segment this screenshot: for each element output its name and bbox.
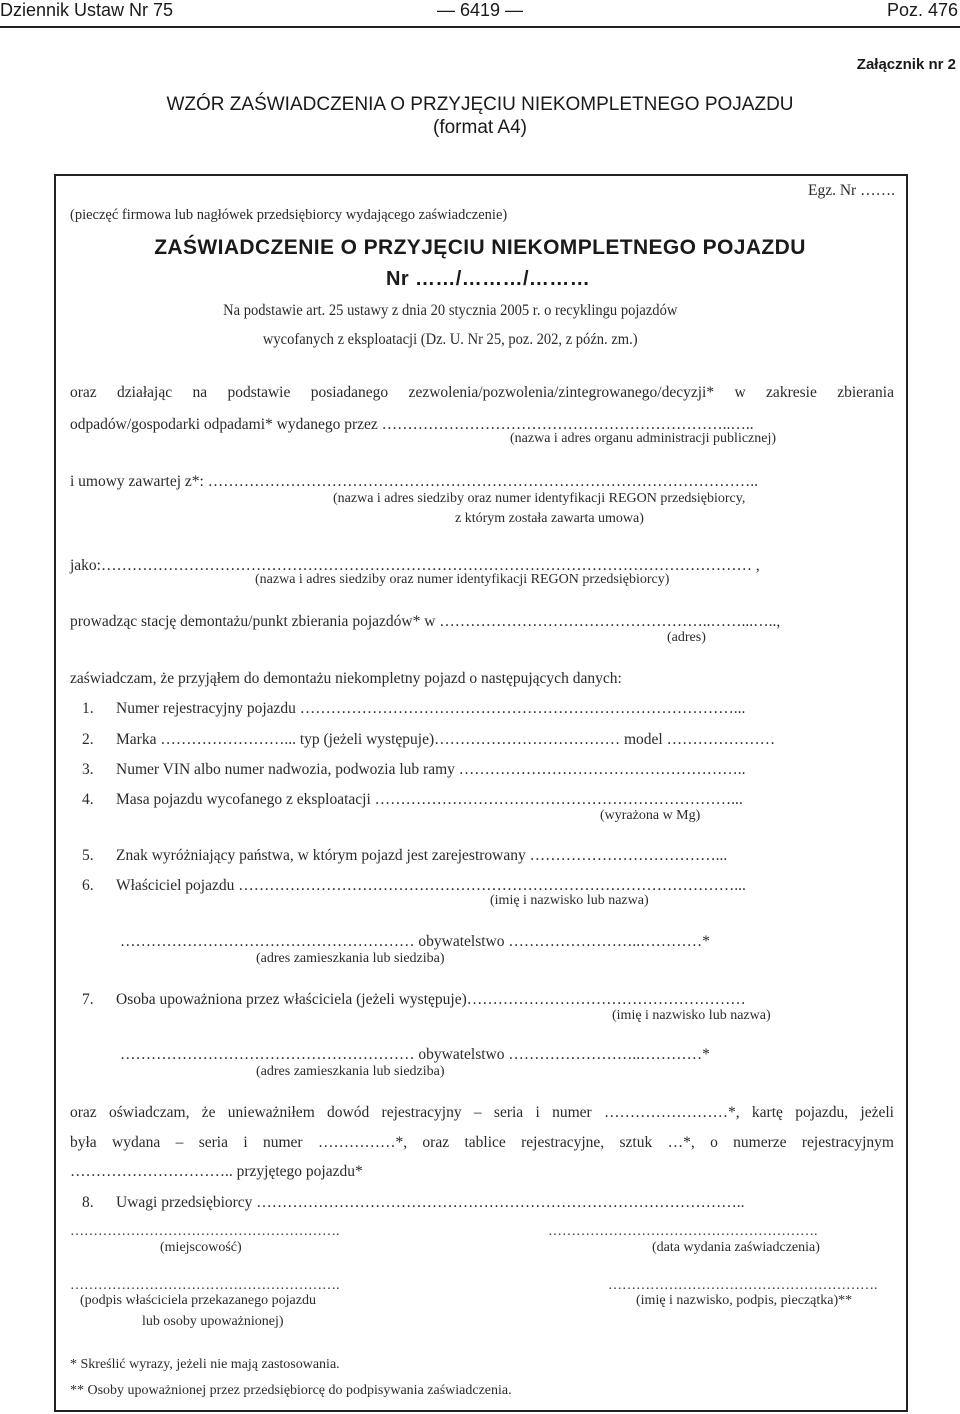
certify-line: zaświadczam, że przyjąłem do demontażu niekompletny pojazd o następujących danych: xyxy=(70,670,622,687)
permit-caption: (nazwa i adres organu administracji publicznej) xyxy=(510,431,777,446)
date-caption: (data wydania zaświadczenia) xyxy=(652,1240,820,1255)
owner-signature-dots: …………………………………………………. xyxy=(70,1278,340,1293)
item-number: 6. xyxy=(82,877,94,894)
station-caption: (adres) xyxy=(667,630,706,645)
page-number: — 6419 — xyxy=(436,0,524,20)
owner-caption: (imię i nazwisko lub nazwa) xyxy=(490,893,649,908)
station-line: prowadząc stację demontażu/punkt zbierania pojazdów* w ……………………………………………..……...….., xyxy=(70,613,781,630)
owner-signature-caption-2: lub osoby upoważnionej) xyxy=(142,1314,284,1329)
remarks-field: Uwagi przedsiębiorcy ………………………………………………………………………………….. xyxy=(116,1194,745,1211)
contract-line: i umowy zawartej z*: …………………………………………………………………………………………….. xyxy=(70,473,758,490)
annex-label: Załącznik nr 2 xyxy=(856,56,956,73)
document-format-line: (format A4) xyxy=(433,117,527,138)
copy-number: Egz. Nr ……. xyxy=(808,182,895,199)
declaration-line-1: oraz oświadczam, że unieważniłem dowód rejestracyjny – seria i numer ……………………*, kartę pojazdu, jeżeli xyxy=(70,1104,894,1121)
place-caption: (miejscowość) xyxy=(160,1240,242,1255)
item-number: 2. xyxy=(82,731,94,748)
footnote-1: * Skreślić wyrazy, jeżeli nie mają zastosowania. xyxy=(70,1357,340,1372)
item-number: 7. xyxy=(82,991,94,1008)
permit-line-1: oraz działając na podstawie posiadanego zezwolenia/pozwolenia/zintegrowanego/decyzji* w zakresie zbierania xyxy=(70,384,894,401)
registration-number-field: Numer rejestracyjny pojazdu …………………………………………………………………………... xyxy=(116,700,746,717)
issuer-signature-caption: (imię i nazwisko, podpis, pieczątka)** xyxy=(636,1293,853,1308)
item-number: 1. xyxy=(82,700,94,717)
document-title-line: WZÓR ZAŚWIADCZENIA O PRZYJĘCIU NIEKOMPLETNEGO POJAZDU xyxy=(166,94,794,115)
country-code-field: Znak wyróżniający państwa, w którym pojazd jest zarejestrowany ………………………………... xyxy=(116,847,728,864)
item-number: 3. xyxy=(82,761,94,778)
item-number: 8. xyxy=(82,1194,94,1211)
authorized-address-caption: (adres zamieszkania lub siedziba) xyxy=(256,1064,445,1079)
header-rule xyxy=(0,26,960,28)
place-dots: …………………………………………………. xyxy=(70,1224,340,1239)
owner-signature-caption-1: (podpis właściciela przekazanego pojazdu xyxy=(80,1293,316,1308)
as-caption: (nazwa i adres siedziby oraz numer identyfikacji REGON przedsiębiorcy) xyxy=(255,572,670,587)
footnote-2: ** Osoby upoważnionej przez przedsiębiorcę do podpisywania zaświadczenia. xyxy=(70,1383,512,1398)
certificate-heading: ZAŚWIADCZENIE O PRZYJĘCIU NIEKOMPLETNEGO POJAZDU xyxy=(154,236,806,259)
journal-title: Dziennik Ustaw Nr 75 xyxy=(0,0,174,20)
vin-field: Numer VIN albo numer nadwozia, podwozia lub ramy ……………………………………………….. xyxy=(116,761,746,778)
date-dots: …………………………………………………. xyxy=(548,1224,818,1239)
make-type-model-field: Marka ……………………... typ (jeżeli występuje)……………………………… model ………………… xyxy=(116,731,776,748)
mass-caption: (wyrażona w Mg) xyxy=(600,808,701,823)
legal-basis-line-1: Na podstawie art. 25 ustawy z dnia 20 stycznia 2005 r. o recyklingu pojazdów xyxy=(223,302,678,319)
contract-caption-2: z którym została zawarta umowa) xyxy=(455,511,644,526)
document-title xyxy=(0,93,960,139)
declaration-line-3: ………………………….. przyjętego pojazdu* xyxy=(70,1163,363,1180)
item-number: 5. xyxy=(82,847,94,864)
certificate-number: Nr ……/………/……… xyxy=(386,268,591,290)
vehicle-mass-field: Masa pojazdu wycofanego z eksploatacji ……………………………………………………………... xyxy=(116,791,743,808)
item-number: 4. xyxy=(82,791,94,808)
authorized-person-field: Osoba upoważniona przez właściciela (jeżeli występuje)……………………………………………… xyxy=(116,991,746,1008)
issuer-signature-dots: …………………………………………………. xyxy=(608,1278,878,1293)
permit-line-2: odpadów/gospodarki odpadami* wydanego przez …………………………………………………………..….. xyxy=(70,416,754,433)
legal-basis-line-2: wycofanych z eksploatacji (Dz. U. Nr 25, poz. 202, z późn. zm.) xyxy=(262,331,638,348)
contract-caption-1: (nazwa i adres siedziby oraz numer identyfikacji REGON przedsiębiorcy, xyxy=(333,491,746,506)
stamp-note: (pieczęć firmowa lub nagłówek przedsiębiorcy wydającego zaświadczenie) xyxy=(70,207,508,223)
declaration-line-2: była wydana – seria i numer ……………*, oraz tablice rejestracyjne, sztuk …*, o numerze rejestracyjnym xyxy=(70,1134,894,1151)
position-number: Poz. 476 xyxy=(886,0,958,20)
as-line: jako:……………………………………………………………………………………………………………… , xyxy=(70,557,760,574)
owner-address-caption: (adres zamieszkania lub siedziba) xyxy=(256,951,445,966)
authorized-person-caption: (imię i nazwisko lub nazwa) xyxy=(612,1008,771,1023)
owner-address-field: ………………………………………………… obywatelstwo ……………………..…………* xyxy=(120,933,710,950)
authorized-address-field: ………………………………………………… obywatelstwo ……………………..…………* xyxy=(120,1046,710,1063)
owner-field: Właściciel pojazdu ……………………………………………………………………………………... xyxy=(116,877,746,894)
